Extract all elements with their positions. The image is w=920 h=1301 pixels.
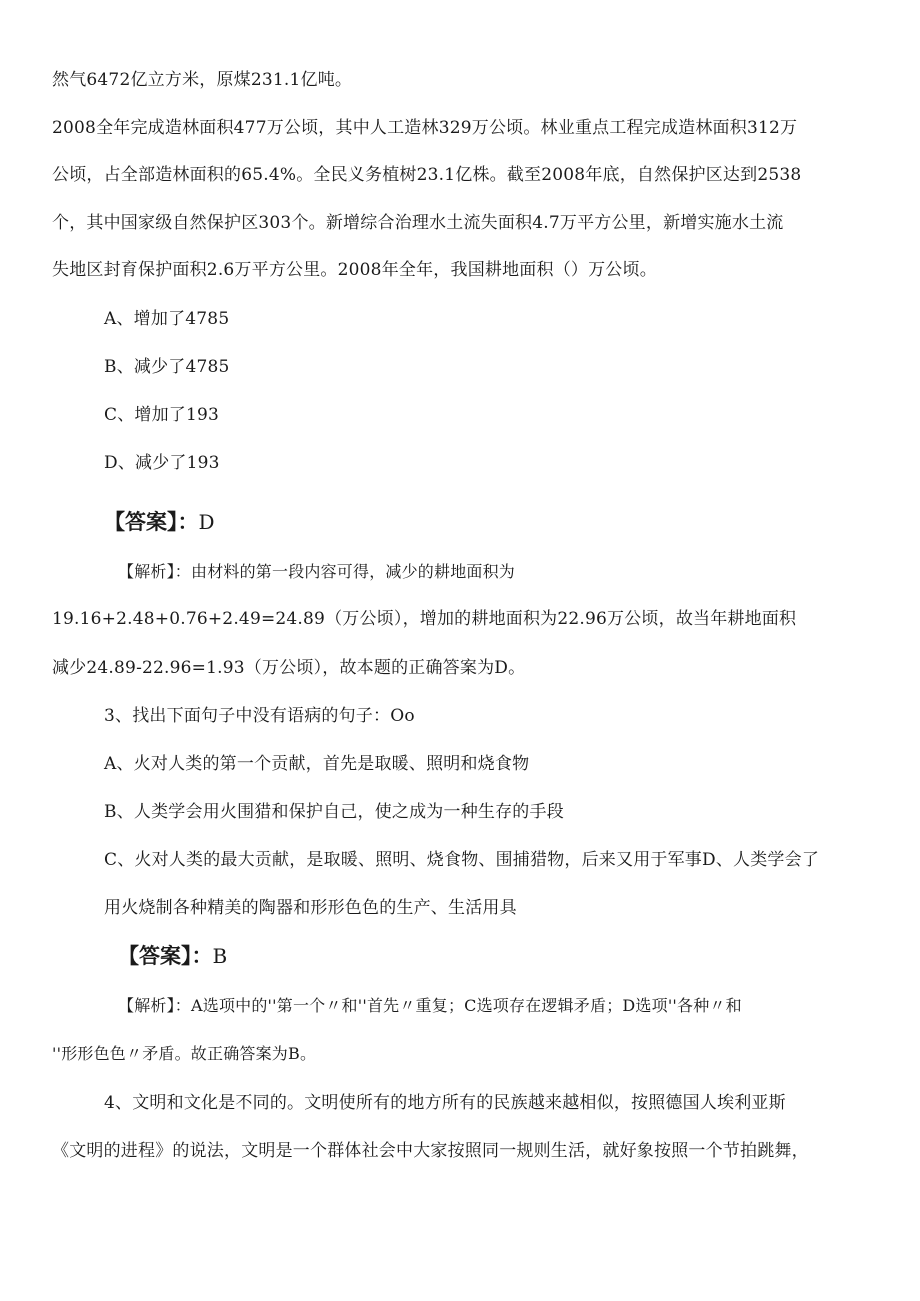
answer-value: D bbox=[198, 510, 215, 534]
option-a: A、火对人类的第一个贡献，首先是取暖、照明和烧食物 bbox=[104, 754, 530, 774]
passage-line: 2008全年完成造林面积477万公顷，其中人工造林329万公顷。林业重点工程完成造林面积312万 bbox=[52, 118, 798, 138]
answer-value: B bbox=[212, 944, 228, 968]
answer-label: 【答案】： bbox=[118, 944, 213, 968]
option-c: C、增加了193 bbox=[104, 405, 220, 425]
analysis-line: 【解析】：A选项中的''第一个〃和''首先〃重复；C选项存在逻辑矛盾；D选项''各种〃和 bbox=[118, 996, 742, 1015]
passage-line: 然气6472亿立方米，原煤231.1亿吨。 bbox=[52, 70, 353, 90]
option-a: A、增加了4785 bbox=[104, 309, 230, 329]
option-b: B、减少了4785 bbox=[104, 357, 230, 377]
question-stem: 失地区封育保护面积2.6万平方公里。2008年全年，我国耕地面积（）万公顷。 bbox=[52, 260, 657, 280]
answer-label: 【答案】： bbox=[104, 510, 199, 534]
analysis-line: 减少24.89-22.96=1.93（万公顷），故本题的正确答案为D。 bbox=[52, 658, 526, 678]
passage-line: 4、文明和文化是不同的。文明使所有的地方所有的民族越来越相似，按照德国人埃利亚斯 bbox=[104, 1093, 786, 1113]
answer bbox=[118, 942, 227, 970]
analysis-line: 【解析】：由材料的第一段内容可得，减少的耕地面积为 bbox=[118, 562, 516, 581]
analysis-line: ''形形色色〃矛盾。故正确答案为B。 bbox=[52, 1044, 317, 1063]
answer bbox=[104, 508, 215, 536]
question-stem: 3、找出下面句子中没有语病的句子：Oo bbox=[104, 706, 415, 726]
option-b: B、人类学会用火围猎和保护自己，使之成为一种生存的手段 bbox=[104, 802, 564, 822]
option-d: D、减少了193 bbox=[104, 453, 220, 473]
option-c-d: C、火对人类的最大贡献，是取暖、照明、烧食物、围捕猎物，后来又用于军事D、人类学会了 bbox=[104, 850, 820, 870]
option-d-continued: 用火烧制各种精美的陶器和形形色色的生产、生活用具 bbox=[104, 898, 517, 918]
passage-line: 《文明的进程》的说法，文明是一个群体社会中大家按照同一规则生活，就好象按照一个节拍跳舞， bbox=[52, 1141, 809, 1161]
analysis-line: 19.16+2.48+0.76+2.49=24.89（万公顷），增加的耕地面积为22.96万公顷，故当年耕地面积 bbox=[52, 609, 797, 629]
passage-line: 个，其中国家级自然保护区303个。新增综合治理水土流失面积4.7万平方公里，新增实施水土流 bbox=[52, 213, 784, 233]
passage-line: 公顷，占全部造林面积的65.4%。全民义务植树23.1亿株。截至2008年底，自然保护区达到2538 bbox=[52, 165, 802, 185]
